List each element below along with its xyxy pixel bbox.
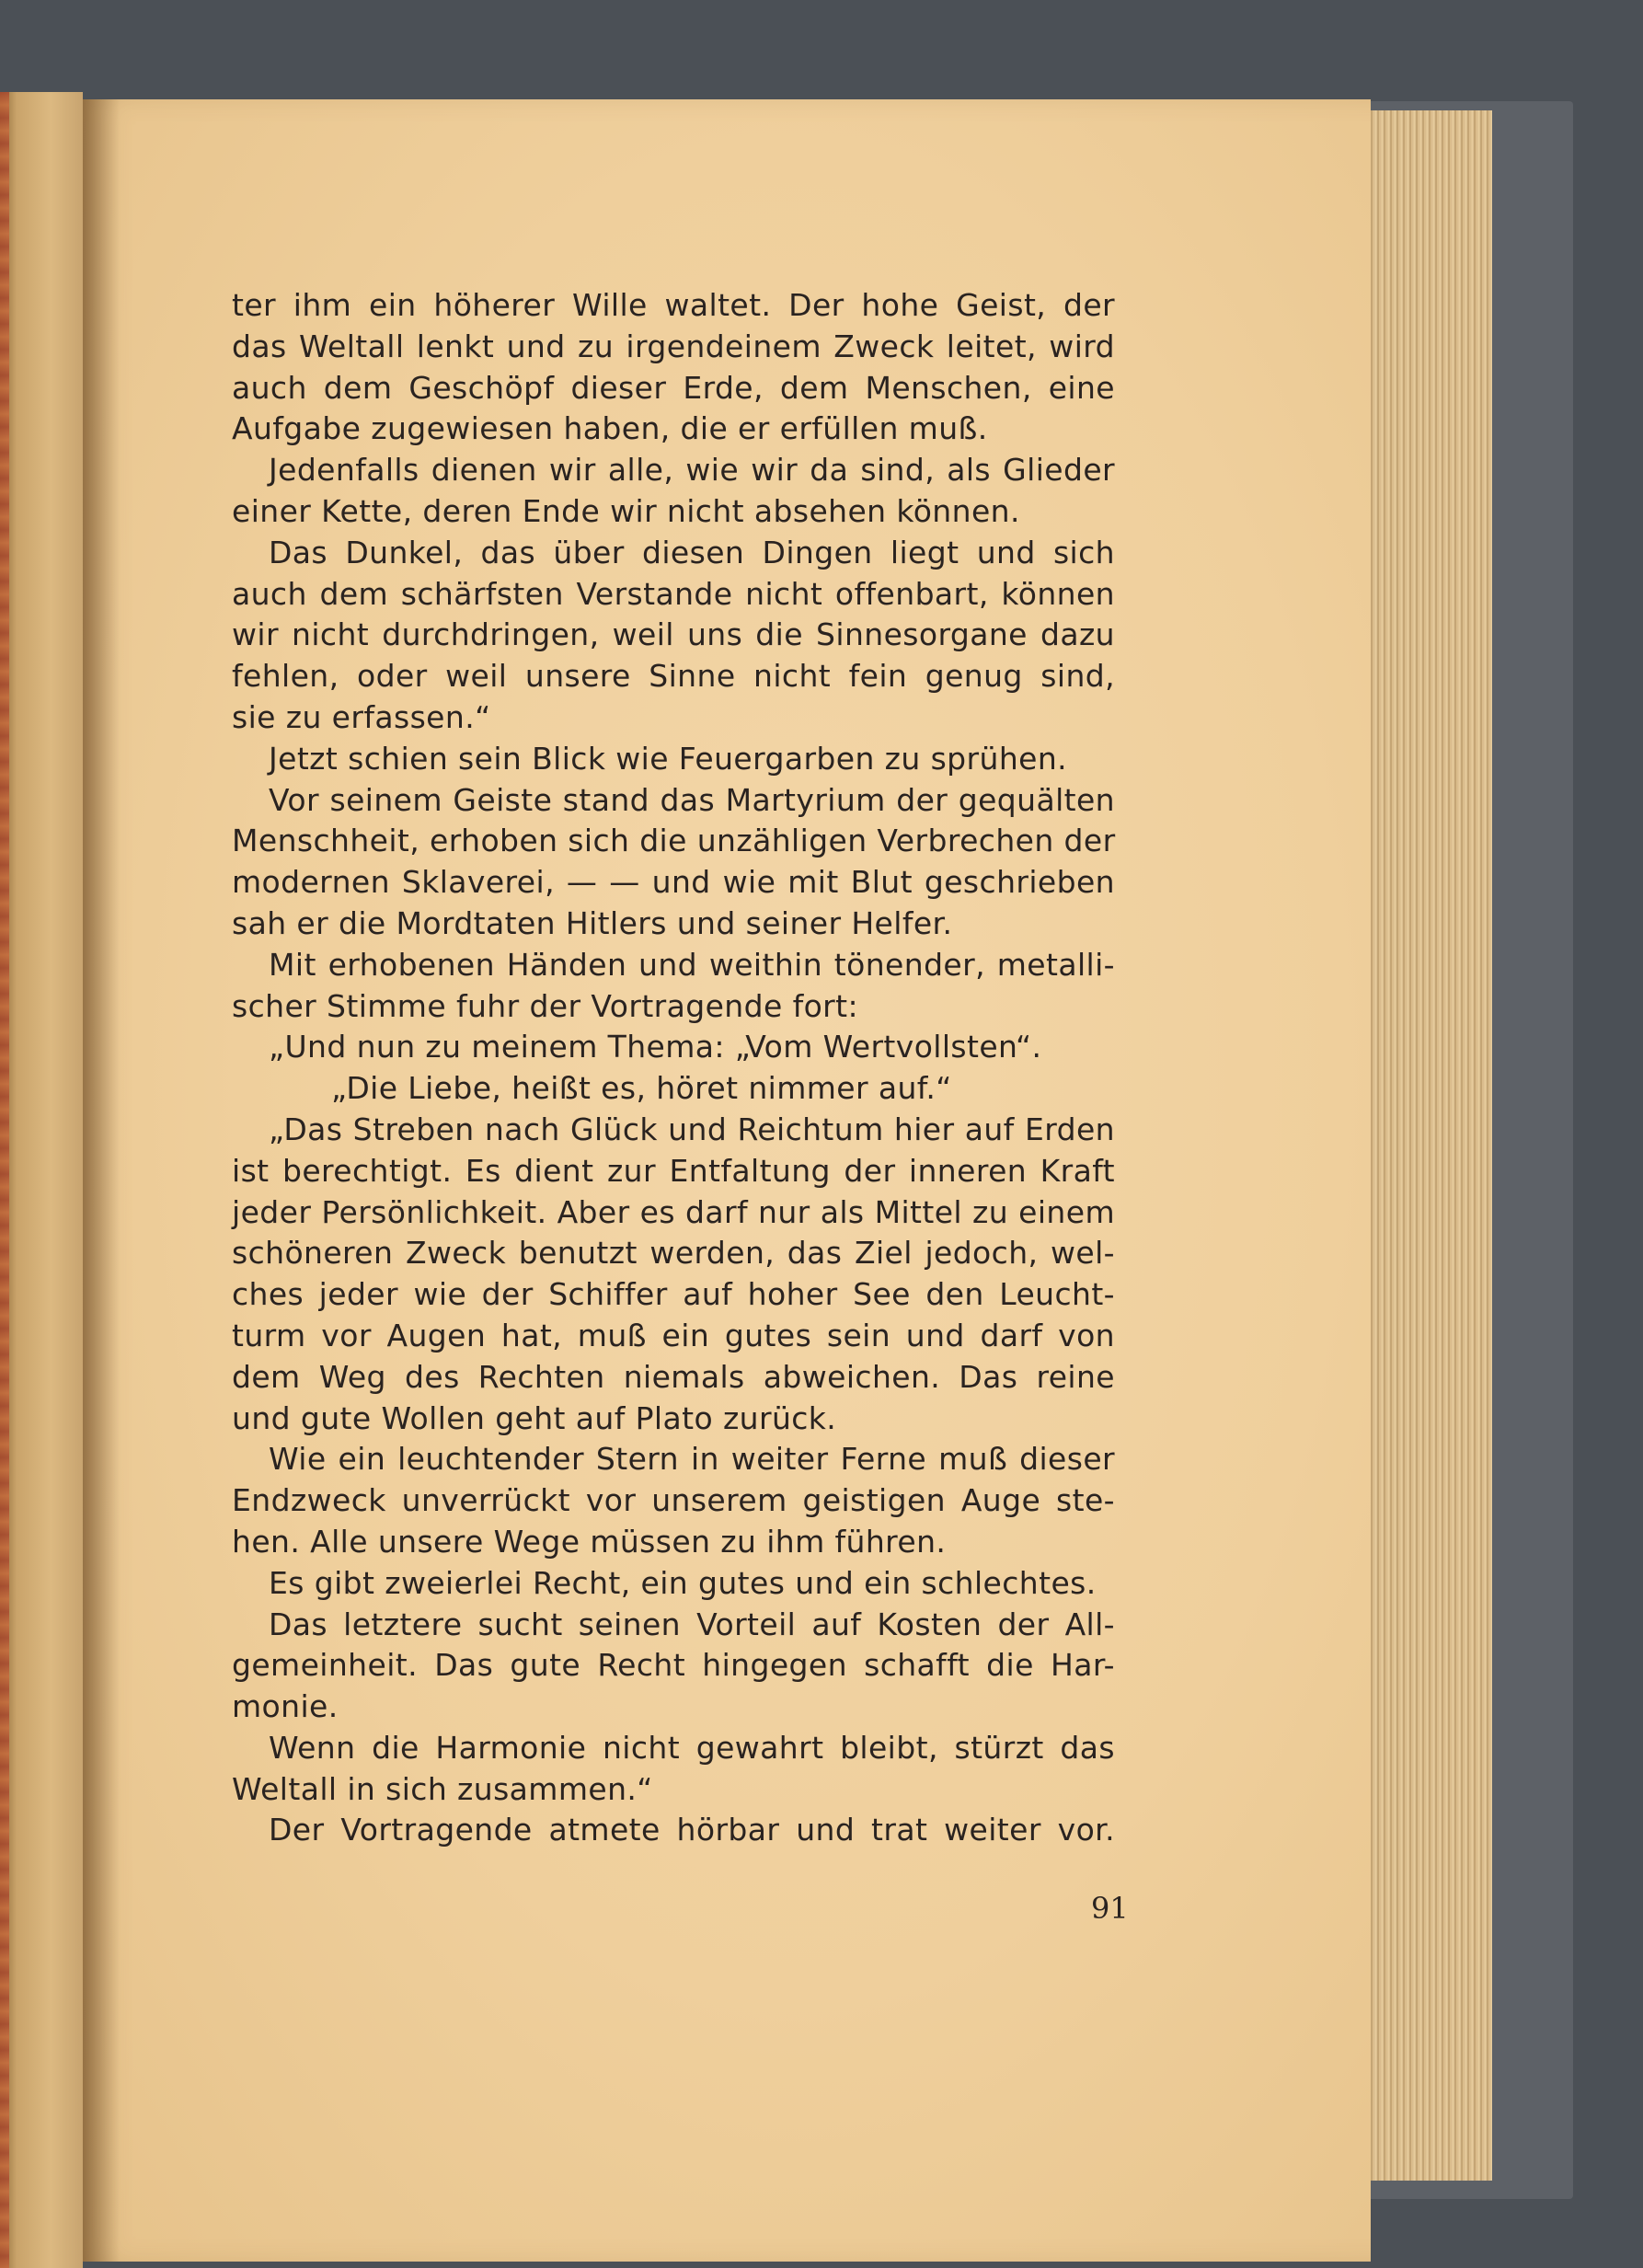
text-line: Das Dunkel, das über diesen Dingen liegt und sich — [269, 534, 1115, 570]
text-line: scher Stimme fuhr der Vortragende fort: — [232, 987, 858, 1024]
text-line: gemeinheit. Das gute Recht hingegen schafft die Har- — [232, 1647, 1115, 1684]
text-line: Das letztere sucht seinen Vorteil auf Kosten der All- — [269, 1606, 1115, 1642]
text-line: Aufgabe zugewiesen haben, die er erfüllen muß. — [232, 410, 988, 447]
text-line: Der Vortragende atmete hörbar und trat weiter vor. — [269, 1812, 1115, 1848]
text-line: fehlen, oder weil unsere Sinne nicht fein genug sind, — [232, 658, 1115, 695]
text-line: Vor seinem Geiste stand das Martyrium der gequälten — [269, 781, 1115, 818]
text-line: wir nicht durchdringen, weil uns die Sinnesorgane dazu — [232, 616, 1115, 653]
text-line: turm vor Augen hat, muß ein gutes sein und darf von — [232, 1317, 1115, 1353]
page-body-text — [232, 285, 1115, 1851]
text-line: auch dem Geschöpf dieser Erde, dem Menschen, eine — [232, 369, 1115, 406]
text-line: sie zu erfassen.“ — [232, 698, 491, 735]
page-edges — [1352, 110, 1492, 2181]
text-line: ches jeder wie der Schiffer auf hoher See den Leucht- — [232, 1276, 1115, 1313]
text-line: ist berechtigt. Es dient zur Entfaltung der inneren Kraft — [232, 1152, 1115, 1189]
previous-page-edge — [0, 92, 83, 2268]
text-line: modernen Sklaverei, — — und wie mit Blut geschrieben — [232, 864, 1115, 901]
text-line: Menschheit, erhoben sich die unzähligen Verbrechen der — [232, 823, 1116, 859]
text-line: sah er die Mordtaten Hitlers und seiner Helfer. — [232, 904, 953, 941]
text-line: „Das Streben nach Glück und Reichtum hier auf Erden — [269, 1111, 1115, 1147]
text-line: das Weltall lenkt und zu irgendeinem Zweck leitet, wird — [232, 328, 1115, 364]
text-line: Wie ein leuchtender Stern in weiter Ferne muß dieser — [269, 1441, 1115, 1478]
text-line: einer Kette, deren Ende wir nicht absehen können. — [232, 492, 1020, 529]
text-line: ter ihm ein höherer Wille waltet. Der hohe Geist, der — [232, 287, 1115, 323]
page-number: 91 — [1091, 1891, 1129, 1926]
text-line: jeder Persönlichkeit. Aber es darf nur als Mittel zu einem — [232, 1193, 1115, 1230]
text-line: Wenn die Harmonie nicht gewahrt bleibt, stürzt das — [269, 1729, 1115, 1766]
text-line: monie. — [232, 1688, 339, 1725]
text-line: hen. Alle unsere Wege müssen zu ihm führen. — [232, 1523, 947, 1560]
text-line: und gute Wollen geht auf Plato zurück. — [232, 1399, 837, 1436]
text-line: Weltall in sich zusammen.“ — [232, 1770, 653, 1807]
book-binding-edge — [0, 92, 9, 2268]
text-line: Mit erhobenen Händen und weithin tönender, metalli- — [269, 946, 1115, 983]
text-line: Jedenfalls dienen wir alle, wie wir da sind, als Glieder — [269, 452, 1115, 489]
gutter-shadow — [83, 99, 120, 2262]
text-line: „Die Liebe, heißt es, höret nimmer auf.“ — [331, 1070, 952, 1107]
text-line: auch dem schärfsten Verstande nicht offenbart, können — [232, 575, 1115, 612]
text-line: „Und nun zu meinem Thema: „Vom Wertvollsten“. — [269, 1029, 1042, 1065]
text-line: schöneren Zweck benutzt werden, das Ziel jedoch, wel- — [232, 1235, 1115, 1272]
text-line: Es gibt zweierlei Recht, ein gutes und ein schlechtes. — [269, 1564, 1097, 1601]
text-line: Jetzt schien sein Blick wie Feuergarben zu sprühen. — [269, 740, 1068, 777]
text-line: dem Weg des Rechten niemals abweichen. Das reine — [232, 1358, 1115, 1395]
text-line: Endzweck unverrückt vor unserem geistigen Auge ste- — [232, 1482, 1115, 1519]
